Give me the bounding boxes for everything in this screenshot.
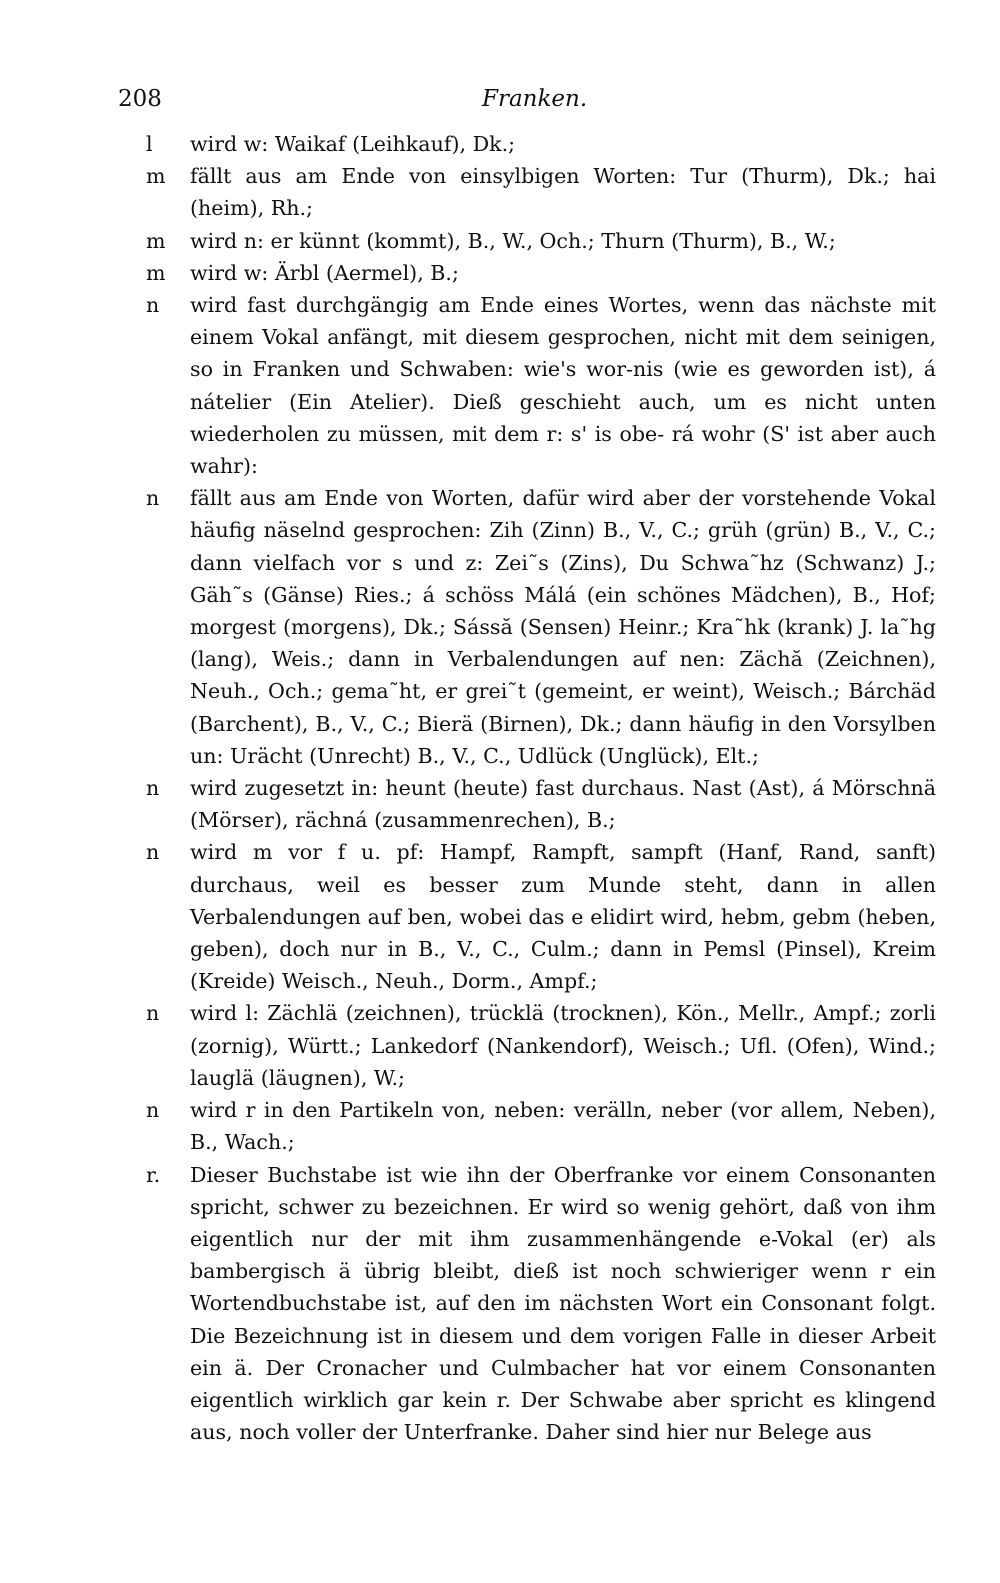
entry-n-nasal <box>146 482 936 772</box>
entry-letter: n <box>146 1001 160 1026</box>
entry-m-n <box>146 225 936 257</box>
entry-text: wird w: Ärbl (Aermel), B.; <box>190 260 459 285</box>
entry-m-w <box>146 257 936 289</box>
entry-n-added <box>146 772 936 836</box>
entry-text: wird fast durchgängig am Ende eines Wortes, wenn das nächste mit einem Vokal anfängt, mit diesem gesprochen, nicht mit dem seinigen, so in Franken und Schwaben: wie's wor-nis (wie es geworden ist), á nátelier (Ein Atelier). Dieß geschieht auch, um es nicht unten wiederholen zu müssen, mit dem r: s' is obe- rá wohr (S' ist aber auch wahr): <box>190 293 936 479</box>
entry-text: wird r in den Partikeln von, neben: verälln, neber (vor allem, Neben), B., Wach.; <box>190 1098 936 1155</box>
entry-n-liaison <box>146 289 936 482</box>
entry-n-m <box>146 836 936 997</box>
page-number: 208 <box>118 86 162 112</box>
entry-letter: l <box>146 132 153 156</box>
entry-letter: m <box>146 228 166 253</box>
entry-letter: r. <box>146 1162 161 1187</box>
entry-text: wird zugesetzt in: heunt (heute) fast durchaus. Nast (Ast), á Mörschnä (Mörser), rächná (zusammenrechen), B.; <box>190 776 936 833</box>
entry-letter: m <box>146 260 166 285</box>
entry-letter: n <box>146 293 160 318</box>
entry-r <box>146 1159 936 1449</box>
entry-text: Dieser Buchstabe ist wie ihn der Oberfranke vor einem Consonanten spricht, schwer zu bezeichnen. Er wird so wenig gehört, daß von ihm eigentlich nur der mit ihm zusammenhängende e-Vokal (er) als bambergisch ä übrig bleibt, dieß ist noch schwieriger wenn r ein Wortendbuchstabe ist, auf den im nächsten Wort ein Consonant folgt. Die Bezeichnung ist in diesem und dem vorigen Falle in dieser Arbeit ein ä. Der Cronacher und Culmbacher hat vor einem Consonanten eigentlich wirklich gar kein r. Der Schwabe aber spricht es klingend aus, noch voller der Unterfranke. Daher sind hier nur Belege aus <box>190 1162 936 1445</box>
page-header <box>118 86 940 116</box>
entry-text: wird m vor f u. pf: Hampf, Rampft, sampft (Hanf, Rand, sanft) durchaus, weil es besser zum Munde steht, dann in allen Verbalendungen auf ben, wobei das e elidirt wird, hebm, gebm (heben, geben), doch nur in B., V., C., Culm.; dann in Pemsl (Pinsel), Kreim (Kreide) Weisch., Neuh., Dorm., Ampf.; <box>190 840 936 994</box>
entry-list <box>146 128 936 1448</box>
entry-text: wird l: Zächlä (zeichnen), trücklä (trocknen), Kön., Mellr., Ampf.; zorli (zornig), Württ.; Lankedorf (Nankendorf), Weisch.; Ufl. (Ofen), Wind.; lauglä (läugnen), W.; <box>190 1001 936 1090</box>
entry-letter: n <box>146 486 160 511</box>
entry-m-drop <box>146 160 936 224</box>
entry-letter: n <box>146 776 160 801</box>
entry-n-r <box>146 1094 936 1158</box>
entry-text: wird w: Waikaf (Leihkauf), Dk.; <box>190 132 516 156</box>
entry-text: fällt aus am Ende von einsylbigen Worten: Tur (Thurm), Dk.; hai (heim), Rh.; <box>190 164 936 221</box>
entry-text: wird n: er künnt (kommt), B., W., Och.; Thurn (Thurm), B., W.; <box>190 228 836 253</box>
entry-letter: n <box>146 1098 160 1123</box>
entry-text: fällt aus am Ende von Worten, dafür wird aber der vorstehende Vokal häufig näselnd gesprochen: Zih (Zinn) B., V., C.; grüh (grün) B., V., C.; dann vielfach vor s und z: Zei˜s (Zins), Du Schwa˜hz (Schwanz) J.; Gäh˜s (Gänse) Ries.; á schöss Málá (ein schönes Mädchen), B., Hof; morgest (morgens), Dk.; Sássă (Sensen) Heinr.; Kra˜hk (krank) J. la˜hg (lang), Weis.; dann in Verbalendungen auf nen: Zächă (Zeichnen), Neuh., Och.; gema˜ht, er grei˜t (gemeint, er weint), Weisch.; Bárchäd (Barchent), B., V., C.; Bierä (Birnen), Dk.; dann häufig in den Vorsylben un: Urächt (Unrecht) B., V., C., Udlück (Unglück), Elt.; <box>190 486 936 768</box>
entry-letter: m <box>146 164 166 189</box>
entry-l-w <box>146 128 936 160</box>
entry-n-l <box>146 997 936 1094</box>
running-head: Franken. <box>482 86 588 112</box>
entry-letter: n <box>146 840 160 865</box>
